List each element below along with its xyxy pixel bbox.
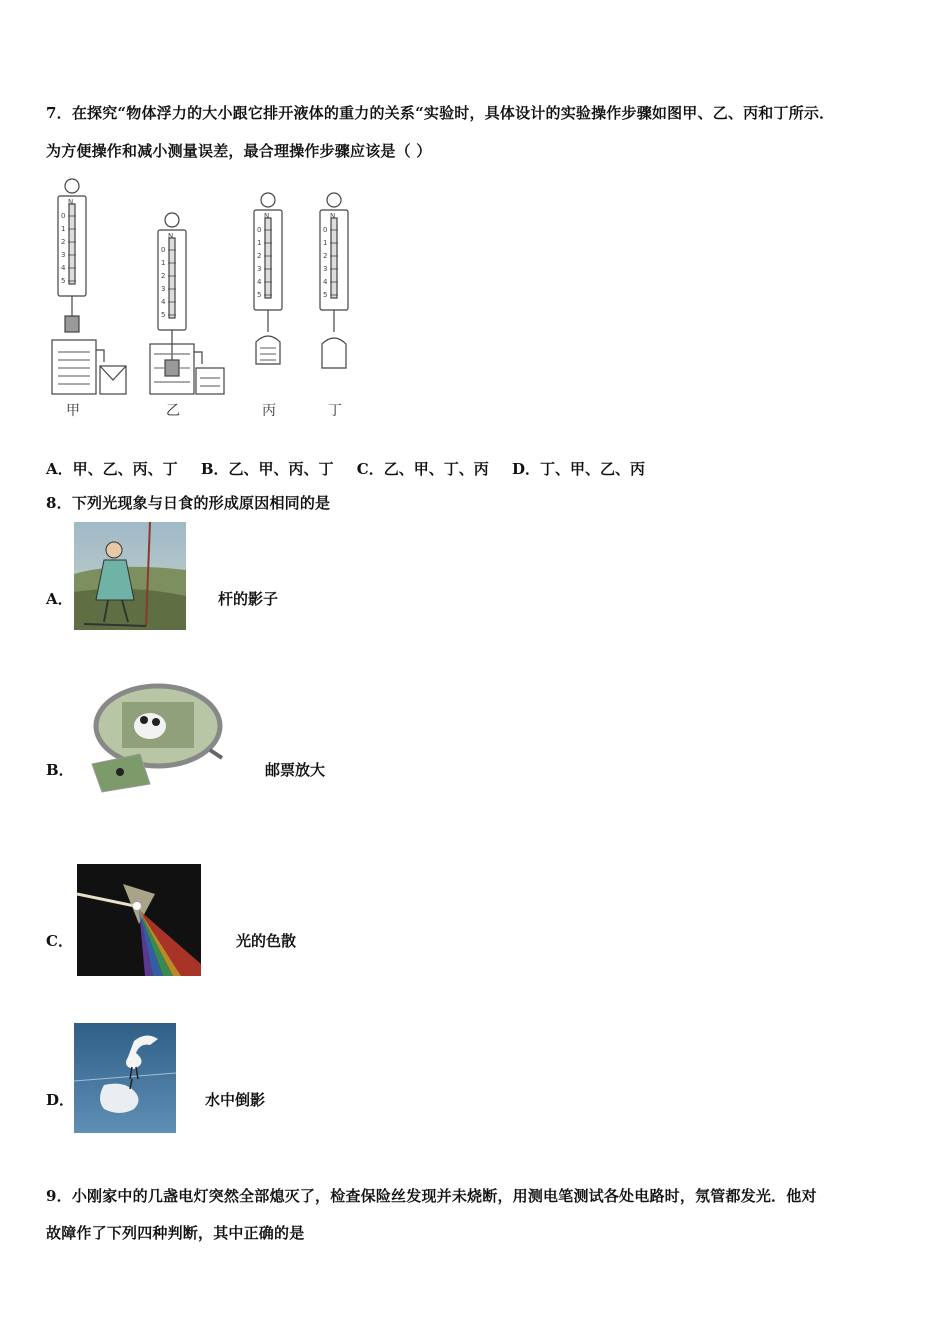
scale-tick-label: 0 bbox=[61, 212, 66, 220]
prism-dispersion-image bbox=[77, 864, 201, 976]
scale-tick-label: 2 bbox=[257, 252, 262, 260]
scale-tick-label: 4 bbox=[323, 278, 328, 286]
scale-tick-label: 5 bbox=[257, 291, 262, 299]
scale-tick-label: 5 bbox=[323, 291, 328, 299]
svg-text:N: N bbox=[168, 232, 174, 240]
spring-scale-figure bbox=[46, 172, 358, 424]
pole-shadow-image bbox=[74, 522, 186, 630]
scale-tick-label: 0 bbox=[323, 226, 328, 234]
q7-option-b[interactable]: B．乙、甲、丙、丁 bbox=[200, 460, 334, 478]
scale-tick-label: 1 bbox=[61, 225, 66, 233]
q8-option-c-letter[interactable]: C． bbox=[46, 932, 73, 950]
scale-tick-label: 4 bbox=[257, 278, 262, 286]
scale-tick-label: 1 bbox=[323, 239, 328, 247]
scale-tick-label: 5 bbox=[161, 311, 166, 319]
q8-option-d-text: 水中倒影 bbox=[205, 1091, 266, 1109]
q7-stem-line2: 为方便操作和减小测量误差，最合理操作步骤应该是（ ） bbox=[46, 142, 432, 160]
figure-label-ding: 丁 bbox=[328, 403, 342, 419]
q8-option-d-letter[interactable]: D． bbox=[46, 1091, 75, 1109]
q8-option-b-letter[interactable]: B． bbox=[46, 761, 74, 779]
scale-tick-label: 1 bbox=[257, 239, 262, 247]
scale-tick-label: 3 bbox=[257, 265, 262, 273]
q7-option-d[interactable]: D．丁、甲、乙、丙 bbox=[511, 460, 645, 478]
scale-tick-label: 2 bbox=[323, 252, 328, 260]
q9-stem-line2: 故障作了下列四种判断，其中正确的是 bbox=[46, 1224, 305, 1242]
q7-options bbox=[46, 458, 663, 479]
q9-stem-line1: 9．小刚家中的几盏电灯突然全部熄灭了，检查保险丝发现并未烧断，用测电笔测试各处电路时，氖管都发光．他对 bbox=[46, 1187, 817, 1205]
scale-tick-label: 3 bbox=[323, 265, 328, 273]
scale-tick-label: 0 bbox=[161, 246, 166, 254]
figure-label-jia: 甲 bbox=[66, 403, 80, 419]
figure-label-bing: 丙 bbox=[262, 403, 276, 419]
scale-tick-label: 4 bbox=[161, 298, 166, 306]
q8-option-c-text: 光的色散 bbox=[236, 932, 297, 950]
q7-option-a[interactable]: A．甲、乙、丙、丁 bbox=[46, 460, 178, 478]
scale-tick-label: 0 bbox=[257, 226, 262, 234]
scale-unit-label: N bbox=[68, 198, 74, 206]
water-reflection-image bbox=[74, 1023, 176, 1133]
scale-tick-label: 3 bbox=[61, 251, 66, 259]
svg-text:N: N bbox=[264, 212, 270, 220]
scale-tick-label: 2 bbox=[61, 238, 66, 246]
q8-option-a-letter[interactable]: A． bbox=[46, 590, 73, 608]
svg-text:N: N bbox=[330, 212, 336, 220]
q8-option-a-text: 杆的影子 bbox=[218, 590, 279, 608]
q8-stem: 8．下列光现象与日食的形成原因相同的是 bbox=[46, 494, 331, 512]
figure-label-yi: 乙 bbox=[166, 403, 180, 419]
magnified-stamp-image bbox=[86, 680, 228, 796]
scale-tick-label: 1 bbox=[161, 259, 166, 267]
q8-option-b-text: 邮票放大 bbox=[265, 761, 326, 779]
scale-tick-label: 5 bbox=[61, 277, 66, 285]
scale-tick-label: 4 bbox=[61, 264, 66, 272]
q7-option-c[interactable]: C．乙、甲、丁、丙 bbox=[356, 460, 489, 478]
scale-tick-label: 2 bbox=[161, 272, 166, 280]
scale-tick-label: 3 bbox=[161, 285, 166, 293]
q7-stem-line1: 7．在探究“物体浮力的大小跟它排开液体的重力的关系“实验时，具体设计的实验操作步骤如图甲、乙、丙和丁所示． bbox=[46, 104, 835, 122]
